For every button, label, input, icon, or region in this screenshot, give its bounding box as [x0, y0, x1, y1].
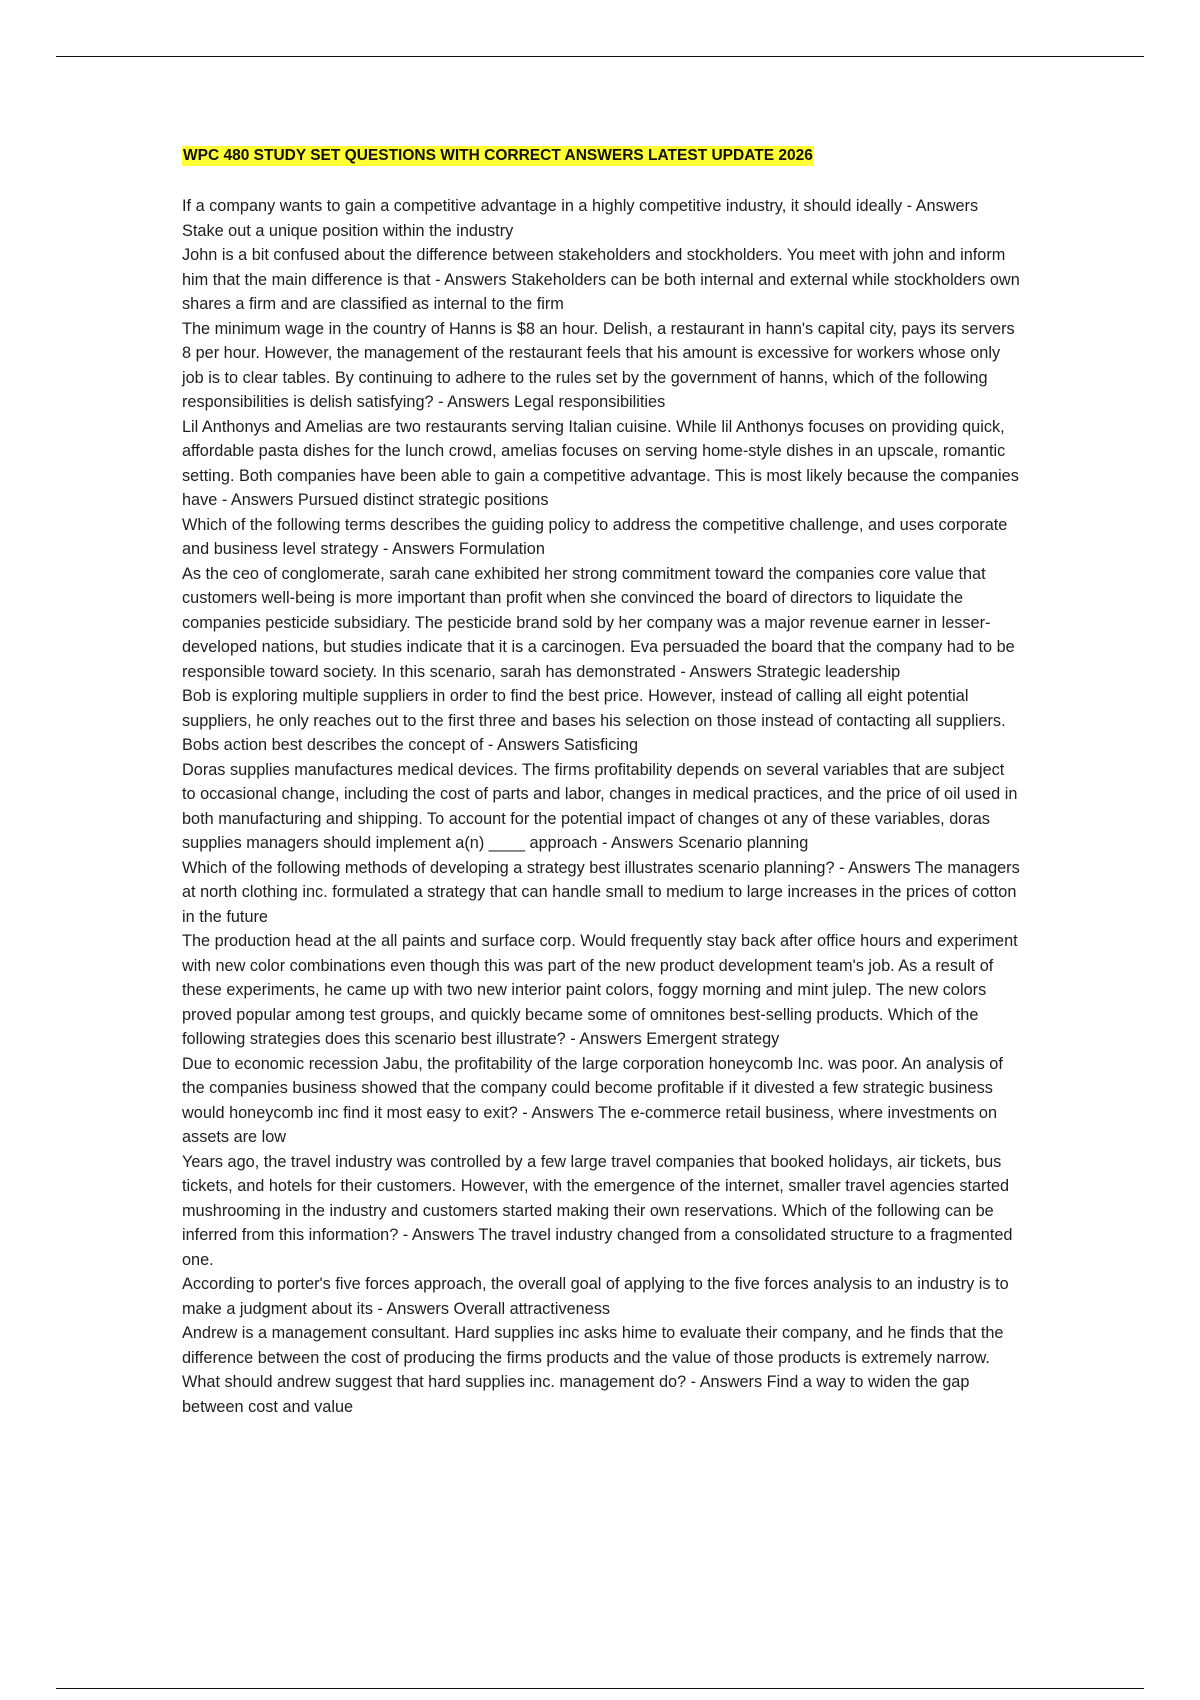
- qa-entry: Bob is exploring multiple suppliers in order to find the best price. However, instead of calling all eight potential suppliers, he only reaches out to the first three and bases his selection on those instead of contacting all suppliers. Bobs action best describes the concept of - Answers Satisficing: [182, 687, 1006, 754]
- qa-entry: As the ceo of conglomerate, sarah cane exhibited her strong commitment toward the companies core value that customers well-being is more important than profit when she convinced the board of directors to liquidate the companies pesticide subsidiary. The pesticide brand sold by her company was a major revenue earner in lesser-developed nations, but studies indicate that it is a carcinogen. Eva persuaded the board that the company had to be responsible toward society. In this scenario, sarah has demonstrated - Answers Strategic leadership: [182, 564, 1015, 681]
- qa-entry: The production head at the all paints and surface corp. Would frequently stay back after office hours and experiment with new color combinations even though this was part of the new product development team's job. As a result of these experiments, he came up with two new interior paint colors, foggy morning and mint julep. The new colors proved popular among test groups, and quickly became some of omnitones best-selling products. Which of the following strategies does this scenario best illustrate? - Answers Emergent strategy: [182, 932, 1018, 1048]
- qa-entry: Which of the following terms describes the guiding policy to address the competitive challenge, and uses corporate and business level strategy - Answers Formulation: [182, 515, 1008, 558]
- qa-entry: The minimum wage in the country of Hanns is $8 an hour. Delish, a restaurant in hann's capital city, pays its servers 8 per hour. However, the management of the restaurant feels that his amount is excessive for workers whose only job is to clear tables. By continuing to adhere to the rules set by the government of hanns, which of the following responsibilities is delish satisfying? - Answers Legal responsibilities: [182, 319, 1015, 411]
- top-rule: [56, 56, 1144, 57]
- qa-entry: John is a bit confused about the difference between stakeholders and stockholders. You meet with john and inform him that the main difference is that - Answers Stakeholders can be both internal and external while stockholders own shares a firm and are classified as internal to the firm: [182, 246, 1020, 313]
- qa-entry: According to porter's five forces approach, the overall goal of applying to the five forces analysis to an industry is to make a judgment about its - Answers Overall attractiveness: [182, 1275, 1009, 1318]
- bottom-rule: [56, 1688, 1144, 1689]
- document-body: [182, 146, 1022, 1419]
- qa-entry: Which of the following methods of developing a strategy best illustrates scenario planning? - Answers The managers at north clothing inc. formulated a strategy that can handle small to medium to large increases in the prices of cotton in the future: [182, 858, 1020, 926]
- qa-entry: Doras supplies manufactures medical devices. The firms profitability depends on several variables that are subject to occasional change, including the cost of parts and labor, changes in medical practices, and the price of oil used in both manufacturing and shipping. To account for the potential impact of changes ot any of these variables, doras supplies managers should implement a(n) ____ approach - Answers Scenario planning: [182, 760, 1018, 852]
- qa-entry: Due to economic recession Jabu, the profitability of the large corporation honeycomb Inc. was poor. An analysis of the companies business showed that the company could become profitable if it divested a few strategic business would honeycomb inc find it most easy to exit? - Answers The e-commerce retail business, where investments on assets are low: [182, 1054, 1003, 1146]
- qa-list: [182, 194, 1022, 1419]
- qa-entry: Years ago, the travel industry was controlled by a few large travel companies that booked holidays, air tickets, bus tickets, and hotels for their customers. However, with the emergence of the internet, smaller travel agencies started mushrooming in the industry and customers started making their own reservations. Which of the following can be inferred from this information? - Answers The travel industry changed from a consolidated structure to a fragmented one.: [182, 1152, 1013, 1269]
- qa-entry: If a company wants to gain a competitive advantage in a highly competitive industry, it should ideally - Answers Stake out a unique position within the industry: [182, 197, 979, 240]
- document-title: WPC 480 STUDY SET QUESTIONS WITH CORRECT ANSWERS LATEST UPDATE 2026: [183, 147, 813, 164]
- qa-entry: Lil Anthonys and Amelias are two restaurants serving Italian cuisine. While lil Anthonys focuses on providing quick, affordable pasta dishes for the lunch crowd, amelias focuses on serving home-style dishes in an upscale, romantic setting. Both companies have been able to gain a competitive advantage. This is most likely because the companies have - Answers Pursued distinct strategic positions: [182, 417, 1019, 509]
- qa-entry: Andrew is a management consultant. Hard supplies inc asks hime to evaluate their company, and he finds that the difference between the cost of producing the firms products and the value of those products is extremely narrow. What should andrew suggest that hard supplies inc. management do? - Answers Find a way to widen the gap between cost and value: [182, 1324, 1004, 1416]
